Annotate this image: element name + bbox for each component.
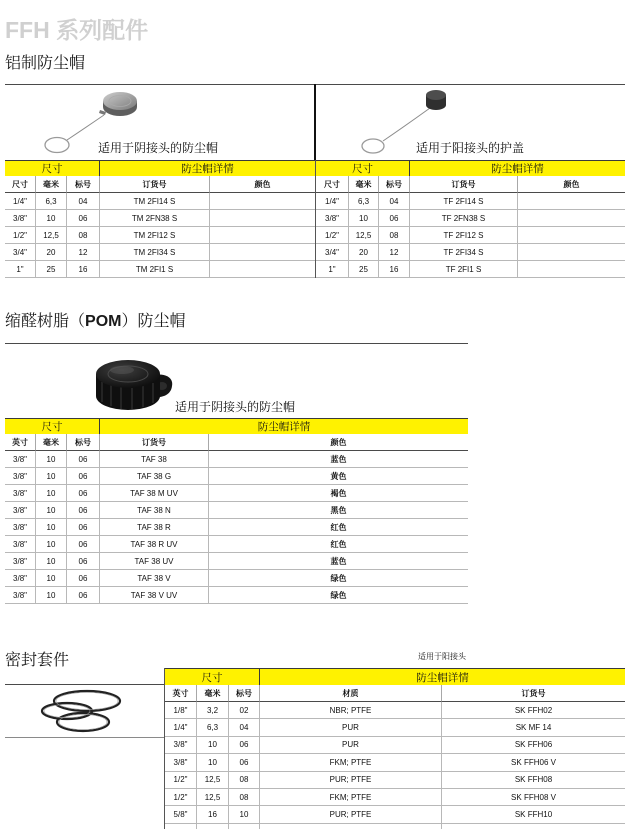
color-cell: 绿色 [208, 587, 468, 604]
order-number-cell: SK FFH06 V [441, 754, 625, 771]
size-cell: 1/4" [316, 193, 348, 210]
inch-cell: 3/8" [5, 485, 35, 502]
table-row [5, 502, 468, 519]
mm-cell: 10 [348, 210, 378, 227]
table-row [5, 261, 315, 278]
mm-cell: 20 [348, 244, 378, 261]
table-row [5, 210, 315, 227]
cap-top [426, 90, 446, 100]
group-header-row [316, 160, 625, 176]
mm-cell: 6,3 [348, 193, 378, 210]
aluminum-male-cover-table [315, 160, 625, 278]
code-cell: 02 [228, 702, 259, 719]
code-cell: 08 [228, 772, 259, 789]
table-row [5, 553, 468, 570]
mm-cell: 10 [196, 737, 228, 754]
inch-cell: 1/4" [165, 719, 196, 736]
size-group-header: 尺寸 [5, 160, 99, 176]
material-cell: NBR; PTFE [259, 702, 441, 719]
code-cell: 06 [66, 485, 99, 502]
table-row [165, 754, 625, 771]
color-cell [517, 227, 625, 244]
order-number-cell: TAF 38 R [99, 519, 208, 536]
inch-cell: 3/8" [165, 754, 196, 771]
table-row [316, 210, 625, 227]
inch-cell: 3/8" [5, 587, 35, 604]
table-row [165, 806, 625, 823]
code-cell: 04 [378, 193, 409, 210]
table-row [5, 536, 468, 553]
details-group-header: 防尘帽详情 [409, 160, 625, 176]
mm-cell: 10 [35, 210, 66, 227]
mm-cell: 12,5 [35, 227, 66, 244]
column-header-row [316, 176, 625, 193]
inch-cell: 1/2" [165, 772, 196, 789]
code-cell: 06 [66, 210, 99, 227]
code-cell: 04 [66, 193, 99, 210]
code-cell: 06 [66, 570, 99, 587]
column-header-inch: 英寸 [5, 434, 35, 451]
page-title: FFH 系列配件 [5, 17, 149, 43]
caption-pom-dust-cap: 适用于阴接头的防尘帽 [175, 400, 296, 414]
color-cell [209, 261, 315, 278]
details-group-header: 防尘帽详情 [259, 668, 625, 685]
table-row [5, 468, 468, 485]
mm-cell: 10 [35, 485, 66, 502]
size-cell: 3/4" [5, 244, 35, 261]
size-cell: 3/8" [316, 210, 348, 227]
table-row [316, 261, 625, 278]
color-cell [517, 244, 625, 261]
order-number-cell: TAF 38 [99, 451, 208, 468]
color-cell [517, 261, 625, 278]
order-number-cell: SK FFH06 [441, 737, 625, 754]
size-cell: 1/4" [5, 193, 35, 210]
code-cell: 06 [66, 587, 99, 604]
column-header-color: 颜色 [208, 434, 468, 451]
heading-material: POM [85, 313, 122, 330]
o-ring-set-image [38, 686, 128, 736]
cap-top [96, 360, 160, 388]
group-header-row [5, 160, 315, 176]
section-divider [5, 684, 165, 685]
section-heading-pom [5, 312, 185, 332]
order-number-cell: TF 2FI34 S [409, 244, 517, 261]
retaining-ring [362, 139, 384, 153]
code-cell: 06 [66, 502, 99, 519]
size-cell: 3/8" [5, 210, 35, 227]
color-cell: 黑色 [208, 502, 468, 519]
mm-cell: 6,3 [35, 193, 66, 210]
color-cell: 黄色 [208, 468, 468, 485]
inch-cell: 3/8" [165, 737, 196, 754]
mm-cell: 10 [35, 502, 66, 519]
caption-female-dust-cap: 适用于阴接头的防尘帽 [98, 141, 219, 155]
mm-cell: 25 [348, 261, 378, 278]
table-row [316, 227, 625, 244]
order-number-cell: TF 2FI14 S [409, 193, 517, 210]
size-cell: 1/2" [316, 227, 348, 244]
code-cell: 10 [228, 806, 259, 823]
code-cell: 16 [66, 261, 99, 278]
cap-top [103, 92, 137, 110]
column-header-inch: 英寸 [165, 685, 196, 702]
table-row [5, 244, 315, 261]
column-header-mm: 毫米 [348, 176, 378, 193]
order-number-cell: TM 2FI12 S [99, 227, 209, 244]
code-cell: 06 [228, 754, 259, 771]
column-header-material: 材质 [259, 685, 441, 702]
mm-cell: 10 [35, 553, 66, 570]
inch-cell: 3/8" [5, 536, 35, 553]
mm-cell: 20 [35, 244, 66, 261]
table-row [5, 451, 468, 468]
size-cell: 1/2" [5, 227, 35, 244]
color-cell [209, 193, 315, 210]
group-header-row [5, 418, 468, 434]
order-number-cell: TAF 38 UV [99, 553, 208, 570]
code-cell: 12 [66, 244, 99, 261]
column-header-row [165, 685, 625, 702]
aluminum-female-cap-table [5, 160, 315, 278]
section-divider [5, 343, 468, 344]
mm-cell: 10 [35, 519, 66, 536]
mm-cell: 12,5 [196, 789, 228, 806]
code-cell: 16 [378, 261, 409, 278]
pom-dust-cap-image [92, 352, 176, 416]
mm-cell: 10 [35, 468, 66, 485]
table-row [165, 702, 625, 719]
table-row [165, 789, 625, 806]
column-header-order-number: 订货号 [99, 434, 208, 451]
code-cell: 06 [66, 468, 99, 485]
order-number-cell: TAF 38 R UV [99, 536, 208, 553]
material-cell: FKM; PTFE [259, 754, 441, 771]
inch-cell: 3/8" [5, 519, 35, 536]
code-cell: 06 [66, 553, 99, 570]
color-cell [209, 244, 315, 261]
inch-cell: 3/8" [5, 451, 35, 468]
color-cell [517, 193, 625, 210]
table-cell-partial [259, 824, 441, 829]
order-number-cell: SK FFH10 [441, 806, 625, 823]
mm-cell: 10 [35, 570, 66, 587]
table-row [5, 485, 468, 502]
inch-cell: 3/8" [5, 570, 35, 587]
column-header-size: 尺寸 [316, 176, 348, 193]
color-cell: 蓝色 [208, 553, 468, 570]
order-number-cell: SK FFH02 [441, 702, 625, 719]
table-row [5, 193, 315, 210]
table-row [5, 227, 315, 244]
code-cell: 12 [378, 244, 409, 261]
size-group-header: 尺寸 [165, 668, 259, 685]
code-cell: 06 [66, 451, 99, 468]
code-cell: 08 [378, 227, 409, 244]
inch-cell: 3/8" [5, 553, 35, 570]
table-row [165, 737, 625, 754]
table-row [165, 772, 625, 789]
inch-cell: 3/8" [5, 468, 35, 485]
column-header-code: 标号 [228, 685, 259, 702]
order-number-cell: SK FFH08 V [441, 789, 625, 806]
order-number-cell: TAF 38 N [99, 502, 208, 519]
image-frame-line [5, 737, 165, 738]
order-number-cell: TM 2FI14 S [99, 193, 209, 210]
retaining-wire [67, 115, 104, 140]
material-cell: PUR [259, 737, 441, 754]
seal-kit-note: 适用于阳接头 [418, 652, 466, 661]
size-group-header: 尺寸 [5, 418, 99, 434]
order-number-cell: TAF 38 V [99, 570, 208, 587]
color-cell [209, 210, 315, 227]
color-cell: 绿色 [208, 570, 468, 587]
table-row [5, 519, 468, 536]
order-number-cell: SK MF 14 [441, 719, 625, 736]
color-cell: 褐色 [208, 485, 468, 502]
pom-dust-cap-table [5, 418, 468, 604]
column-header-order-number: 订货号 [409, 176, 517, 193]
column-header-code: 标号 [378, 176, 409, 193]
order-number-cell: TAF 38 G [99, 468, 208, 485]
color-cell: 蓝色 [208, 451, 468, 468]
inch-cell: 3/8" [5, 502, 35, 519]
mm-cell: 10 [35, 451, 66, 468]
column-header-code: 标号 [66, 176, 99, 193]
size-cell: 1" [5, 261, 35, 278]
mm-cell: 12,5 [348, 227, 378, 244]
table-cell-partial [441, 824, 625, 829]
code-cell: 06 [228, 737, 259, 754]
material-cell: PUR; PTFE [259, 772, 441, 789]
column-header-mm: 毫米 [35, 176, 66, 193]
table-row-partial [165, 824, 625, 829]
order-number-cell: TM 2FI34 S [99, 244, 209, 261]
order-number-cell: TF 2FI12 S [409, 227, 517, 244]
order-number-cell: SK FFH08 [441, 772, 625, 789]
order-number-cell: TAF 38 M UV [99, 485, 208, 502]
column-header-row [5, 176, 315, 193]
section-heading-seal-kit: 密封套件 [5, 652, 70, 669]
order-number-cell: TM 2FI1 S [99, 261, 209, 278]
mm-cell: 10 [35, 536, 66, 553]
table-row [165, 719, 625, 736]
column-header-mm: 毫米 [196, 685, 228, 702]
order-number-cell: TF 2FN38 S [409, 210, 517, 227]
size-cell: 3/4" [316, 244, 348, 261]
column-header-order-number: 订货号 [441, 685, 625, 702]
retaining-ring [45, 138, 69, 153]
size-cell: 1" [316, 261, 348, 278]
mm-cell: 25 [35, 261, 66, 278]
column-header-order-number: 订货号 [99, 176, 209, 193]
details-group-header: 防尘帽详情 [99, 418, 468, 434]
column-header-size: 尺寸 [5, 176, 35, 193]
column-header-row [5, 434, 468, 451]
table-cell-partial [196, 824, 228, 829]
code-cell: 04 [228, 719, 259, 736]
retaining-wire [383, 108, 430, 141]
color-cell: 红色 [208, 519, 468, 536]
table-row [316, 244, 625, 261]
color-cell [517, 210, 625, 227]
details-group-header: 防尘帽详情 [99, 160, 315, 176]
mm-cell: 10 [35, 587, 66, 604]
section-heading-aluminum: 铝制防尘帽 [5, 55, 86, 72]
mm-cell: 3,2 [196, 702, 228, 719]
panel-divider [314, 84, 316, 160]
caption-male-cover: 适用于阳接头的护盖 [416, 141, 525, 155]
mm-cell: 6,3 [196, 719, 228, 736]
inch-cell: 1/8" [165, 702, 196, 719]
code-cell: 06 [66, 536, 99, 553]
material-cell: FKM; PTFE [259, 789, 441, 806]
mm-cell: 16 [196, 806, 228, 823]
material-cell: PUR; PTFE [259, 806, 441, 823]
order-number-cell: TM 2FN38 S [99, 210, 209, 227]
color-cell [209, 227, 315, 244]
inch-cell: 5/8" [165, 806, 196, 823]
code-cell: 08 [66, 227, 99, 244]
code-cell: 06 [378, 210, 409, 227]
group-header-row [165, 668, 625, 685]
seal-kit-table [164, 668, 625, 829]
inch-cell: 1/2" [165, 789, 196, 806]
heading-prefix: 缩醛树脂（ [5, 313, 86, 330]
code-cell: 06 [66, 519, 99, 536]
column-header-color: 颜色 [209, 176, 315, 193]
color-cell: 红色 [208, 536, 468, 553]
material-cell: PUR [259, 719, 441, 736]
table-row [5, 587, 468, 604]
order-number-cell: TAF 38 V UV [99, 587, 208, 604]
code-cell: 08 [228, 789, 259, 806]
table-cell-partial [228, 824, 259, 829]
column-header-color: 颜色 [517, 176, 625, 193]
table-cell-partial [165, 824, 196, 829]
mm-cell: 12,5 [196, 772, 228, 789]
size-group-header: 尺寸 [316, 160, 409, 176]
column-header-mm: 毫米 [35, 434, 66, 451]
mm-cell: 10 [196, 754, 228, 771]
heading-suffix: ）防尘帽 [121, 313, 186, 330]
table-row [316, 193, 625, 210]
column-header-code: 标号 [66, 434, 99, 451]
order-number-cell: TF 2FI1 S [409, 261, 517, 278]
table-row [5, 570, 468, 587]
